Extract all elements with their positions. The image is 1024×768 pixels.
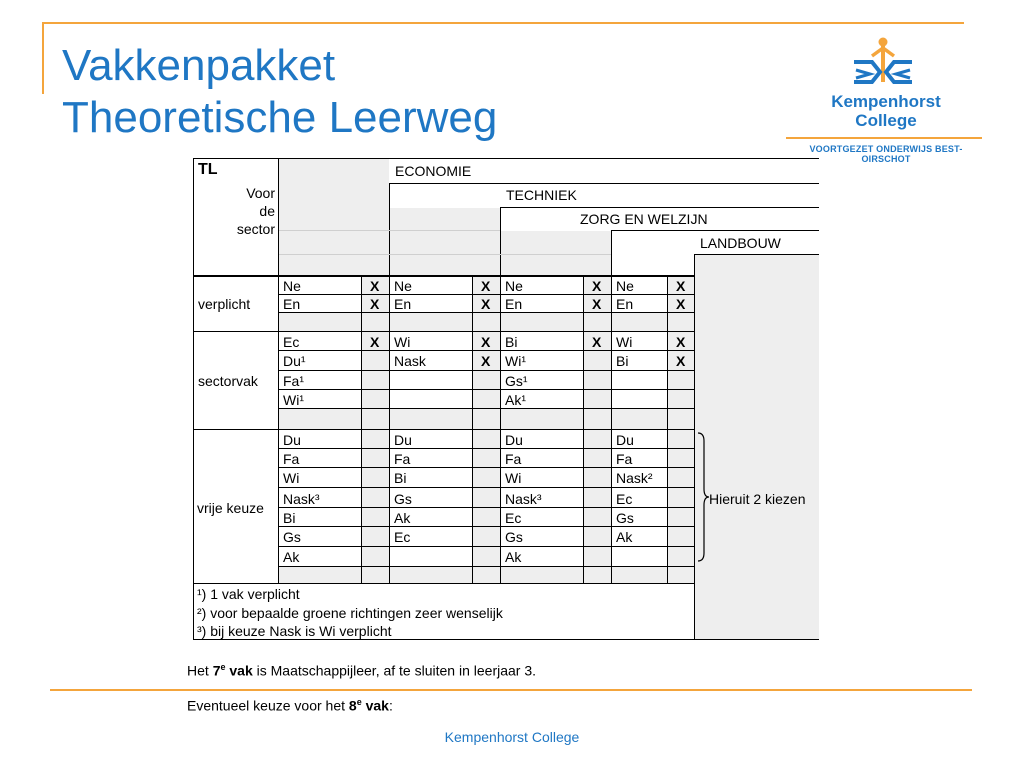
verplicht-subject: Ne	[505, 278, 523, 294]
sectorvak-mark: X	[370, 334, 380, 350]
vrije-keuze-subject: Du	[283, 432, 301, 448]
logo-name-1: Kempenhorst	[831, 92, 941, 111]
group-sep-2	[193, 429, 695, 430]
row-line	[279, 408, 695, 409]
grid-line	[279, 254, 611, 255]
shade-gap-row-3	[279, 566, 695, 584]
shade-header-techniek	[390, 208, 500, 276]
note2-sup: e	[356, 697, 362, 707]
vrije-keuze-subject: Ak	[283, 549, 300, 565]
title-line-1: Vakkenpakket	[62, 41, 336, 90]
footnote-3: ³) bij keuze Nask is Wi verplicht	[197, 623, 392, 639]
header-economie: ECONOMIE	[395, 163, 472, 179]
eco-header-bottom	[390, 183, 819, 184]
note1-sup: e	[220, 662, 226, 672]
vrije-keuze-subject: Bi	[394, 470, 407, 486]
vrije-keuze-subject: Bi	[283, 510, 296, 526]
note2-post: :	[388, 697, 393, 714]
sectorvak-mark: X	[592, 334, 602, 350]
corner-sub-1: Voor	[246, 185, 275, 201]
note2-pre: Eventueel keuze voor het	[187, 697, 349, 714]
shade-gap-row-2	[279, 408, 695, 430]
shade-header-economie	[279, 159, 389, 276]
note1-num: 7	[212, 662, 221, 679]
corner-sub-2: de	[259, 203, 275, 219]
sectorvak-subject: Wi¹	[283, 392, 304, 408]
vrije-keuze-subject: Ak	[616, 529, 633, 545]
sectorvak-subject: Du¹	[283, 353, 306, 369]
group-sectorvak: sectorvak	[198, 373, 258, 389]
vrije-keuze-subject: Fa	[616, 451, 633, 467]
verplicht-subject: Ne	[616, 278, 634, 294]
sectorvak-subject: Ak¹	[505, 392, 526, 408]
header-landbouw: LANDBOUW	[700, 235, 781, 251]
zorg-header-bottom	[612, 230, 819, 231]
corner-label: TL	[198, 161, 218, 178]
sectorvak-subject: Wi	[394, 334, 411, 350]
vrije-keuze-subject: Du	[394, 432, 412, 448]
footnote-2: ²) voor bepaalde groene richtingen zeer wenselijk	[197, 605, 503, 621]
vrije-keuze-subject: Wi	[505, 470, 522, 486]
header-techniek: TECHNIEK	[506, 187, 577, 203]
vrije-keuze-subject: Du	[505, 432, 523, 448]
note2-bold: vak	[361, 697, 389, 714]
corner-col-right	[278, 158, 279, 584]
verplicht-mark: X	[481, 278, 491, 294]
corner-sub-3: sector	[236, 221, 275, 237]
vrije-keuze-subject: Ak	[505, 549, 522, 565]
sectorvak-mark: X	[481, 334, 491, 350]
vrije-keuze-subject: Gs	[394, 491, 412, 507]
shade-gap-row-1	[279, 312, 695, 332]
verplicht-mark: X	[676, 278, 686, 294]
sectorvak-subject: Ec	[283, 334, 300, 350]
sectorvak-subject: Nask	[394, 353, 426, 369]
row-line	[279, 487, 695, 488]
title-line-2: Theoretische Leerweg	[62, 93, 498, 142]
header-zorg: ZORG EN WELZIJN	[580, 211, 708, 227]
row-line	[279, 546, 695, 547]
tech-header-bottom	[501, 207, 819, 208]
sectorvak-mark: X	[676, 353, 686, 369]
vrije-keuze-subject: Ec	[505, 510, 522, 526]
row-line	[279, 566, 695, 567]
logo-name-2: College	[855, 111, 917, 130]
note1-pre: Het	[187, 662, 213, 679]
sectorvak-mark: X	[676, 334, 686, 350]
bracket-label: Hieruit 2 kiezen	[709, 491, 806, 507]
zorg-col-left	[611, 230, 612, 583]
sectorvak-subject: Wi	[616, 334, 633, 350]
group-sep-1	[193, 331, 695, 332]
verplicht-mark: X	[592, 278, 602, 294]
sectorvak-subject: Wi¹	[505, 353, 526, 369]
vrije-keuze-subject: Nask²	[616, 470, 653, 486]
sectorvak-mark: X	[481, 353, 491, 369]
verplicht-subject: Ne	[283, 278, 301, 294]
eco-col-left	[389, 183, 390, 583]
vrije-keuze-subject: Fa	[394, 451, 411, 467]
row-line	[279, 370, 695, 371]
sectorvak-subject: Fa¹	[283, 373, 304, 389]
vrije-keuze-subject: Gs	[505, 529, 523, 545]
row-line	[279, 507, 695, 508]
vrije-keuze-subject: Nask³	[283, 491, 320, 507]
land-header-bottom	[695, 254, 819, 255]
footnote-1: ¹) 1 vak verplicht	[197, 586, 300, 602]
sectorvak-subject: Bi	[616, 353, 629, 369]
note2-num: 8	[348, 697, 357, 714]
note-7e-vak	[187, 658, 536, 680]
group-vrije-keuze: vrije keuze	[197, 500, 264, 516]
sectorvak-subject: Gs¹	[505, 373, 528, 389]
vrije-keuze-subject: Gs	[616, 510, 634, 526]
verplicht-subject: En	[505, 296, 523, 312]
verplicht-mark: X	[592, 296, 602, 312]
vrije-keuze-subject: Gs	[283, 529, 301, 545]
note-8e-vak	[187, 693, 393, 715]
vrije-keuze-subject: Ec	[616, 491, 633, 507]
footer-text: Kempenhorst College	[444, 729, 580, 745]
row-line	[279, 389, 695, 390]
verplicht-mark: X	[676, 296, 686, 312]
row-line	[279, 467, 695, 468]
note1-post: is Maatschappijleer, af te sluiten in leerjaar 3.	[252, 662, 537, 679]
verplicht-subject: En	[394, 296, 412, 312]
verplicht-mark: X	[370, 296, 380, 312]
verplicht-subject: En	[283, 296, 301, 312]
shade-landbouw-col	[695, 254, 819, 640]
grid-line	[279, 230, 500, 231]
vrije-keuze-subject: Ak	[394, 510, 411, 526]
vrije-keuze-subject: Nask³	[505, 491, 542, 507]
table-border-top	[193, 158, 819, 159]
verplicht-mark: X	[370, 278, 380, 294]
vrije-keuze-subject: Fa	[283, 451, 300, 467]
sectorvak-subject: Bi	[505, 334, 518, 350]
note1-bold: vak	[225, 662, 253, 679]
verplicht-mark: X	[481, 296, 491, 312]
group-verplicht: verplicht	[198, 296, 251, 312]
logo-subtitle: VOORTGEZET ONDERWIJS BEST-OIRSCHOT	[809, 144, 963, 164]
verplicht-subject: En	[616, 296, 634, 312]
group-sep-3	[193, 583, 695, 584]
vrije-keuze-subject: Fa	[505, 451, 522, 467]
vrije-keuze-subject: Ec	[394, 529, 411, 545]
vrije-keuze-subject: Du	[616, 432, 634, 448]
verplicht-subject: Ne	[394, 278, 412, 294]
vrije-keuze-subject: Wi	[283, 470, 300, 486]
